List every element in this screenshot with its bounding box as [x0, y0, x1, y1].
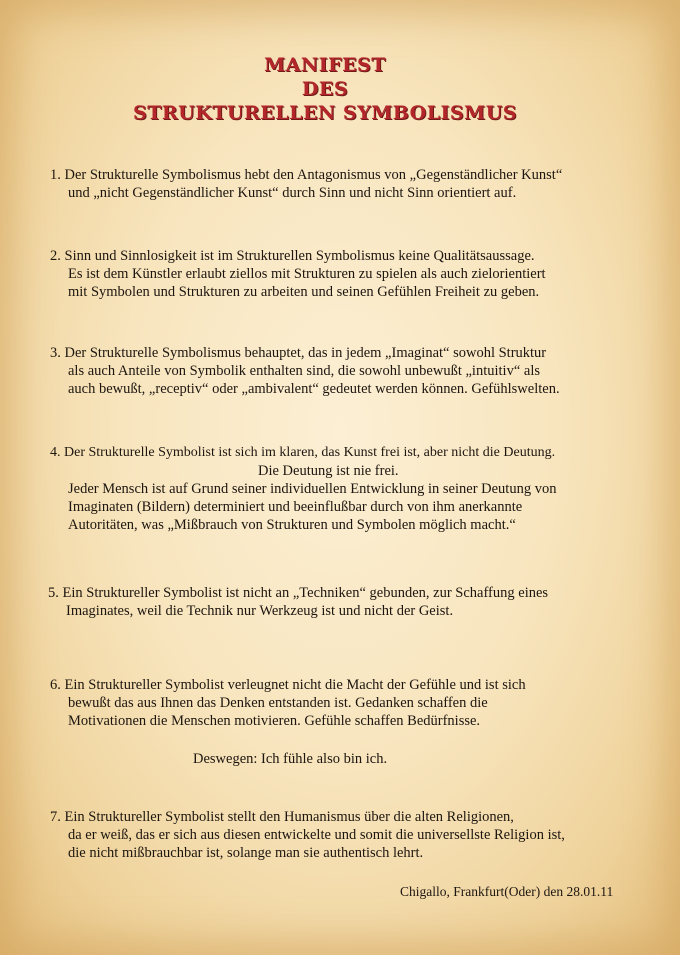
item-6-line-4: Deswegen: Ich fühle also bin ich. — [193, 751, 388, 767]
item-2-line-2: Es ist dem Künstler erlaubt ziellos mit Strukturen zu spielen als auch zielorientiert — [68, 266, 546, 282]
item-3-line-1: 3. Der Strukturelle Symbolismus behauptet, das in jedem „Imaginat“ sowohl Struktur — [50, 345, 547, 361]
item-3-line-3: auch bewußt, „receptiv“ oder „ambivalent“ gedeutet werden können. Gefühlswelten. — [68, 381, 560, 397]
item-4-line-5: Autoritäten, was „Mißbrauch von Strukturen und Symbolen möglich macht.“ — [68, 517, 516, 533]
item-7-line-2: da er weiß, das er sich aus diesen entwickelte und somit die universellste Religion ist, — [68, 827, 565, 843]
item-7-line-3: die nicht mißbrauchbar ist, solange man sie authentisch lehrt. — [68, 845, 424, 861]
signature: Chigallo, Frankfurt(Oder) den 28.01.11 — [400, 884, 614, 899]
item-6-line-3: Motivationen die Menschen motivieren. Gefühle schaffen Bedürfnisse. — [68, 713, 481, 729]
item-6-line-1: 6. Ein Struktureller Symbolist verleugnet nicht die Macht der Gefühle und ist sich — [50, 677, 526, 693]
item-5-line-1: 5. Ein Struktureller Symbolist ist nicht an „Techniken“ gebunden, zur Schaffung eines — [48, 585, 549, 601]
title-line-3: STRUKTURELLEN SYMBOLISMUS — [133, 102, 517, 124]
item-1-line-2: und „nicht Gegenständlicher Kunst“ durch Sinn und nicht Sinn orientiert auf. — [68, 185, 517, 201]
title-line-2: DES — [301, 78, 349, 100]
item-1-line-1: 1. Der Strukturelle Symbolismus hebt den Antagonismus von „Gegenständlicher Kunst“ — [50, 167, 563, 183]
item-6-line-2: bewußt das aus Ihnen das Denken entstanden ist. Gedanken schaffen die — [68, 695, 488, 711]
item-4-line-1: 4. Der Strukturelle Symbolist ist sich im klaren, das Kunst frei ist, aber nicht die Deutung. — [50, 445, 556, 460]
item-3-line-2: als auch Anteile von Symbolik enthalten sind, die sowohl unbewußt „intuitiv“ als — [68, 363, 540, 379]
item-7-line-1: 7. Ein Struktureller Symbolist stellt den Humanismus über die alten Religionen, — [50, 809, 514, 825]
item-4-line-4: Imaginaten (Bildern) determiniert und beeinflußbar durch von ihm anerkannte — [68, 499, 523, 515]
title-line-1: MANIFEST — [264, 54, 386, 76]
item-5-line-2: Imaginates, weil die Technik nur Werkzeug ist und nicht der Geist. — [66, 603, 454, 619]
item-2-line-3: mit Symbolen und Strukturen zu arbeiten und seinen Gefühlen Freiheit zu geben. — [68, 284, 540, 300]
item-4-line-3: Jeder Mensch ist auf Grund seiner individuellen Entwicklung in seiner Deutung von — [68, 481, 557, 497]
item-4-line-2: Die Deutung ist nie frei. — [258, 463, 399, 479]
item-2-line-1: 2. Sinn und Sinnlosigkeit ist im Strukturellen Symbolismus keine Qualitätsaussage. — [50, 248, 535, 264]
